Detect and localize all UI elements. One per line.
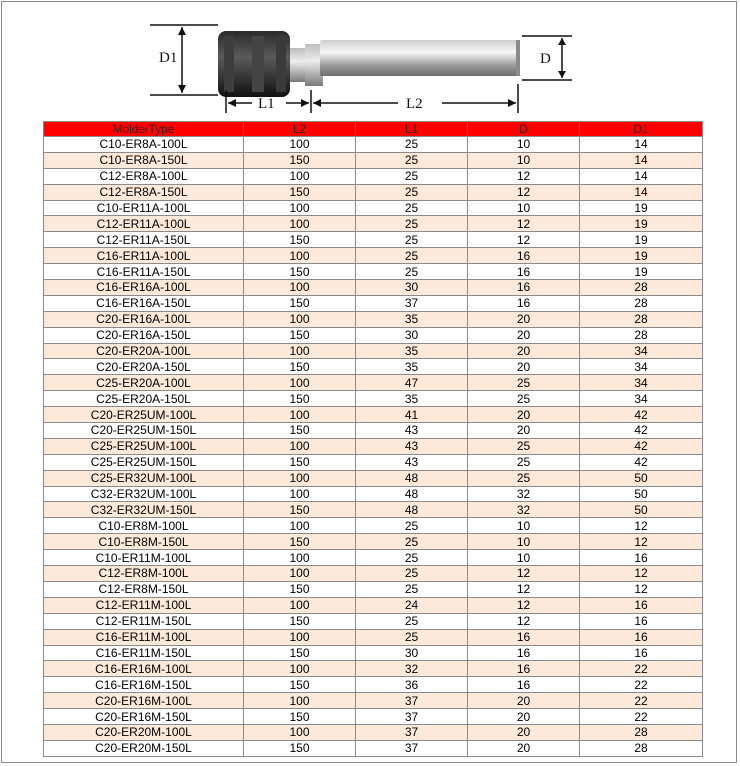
table-row [44, 200, 703, 216]
l1-cell: 25 [356, 200, 468, 216]
l1-cell: 36 [356, 677, 468, 693]
l2-cell: 150 [244, 295, 356, 311]
l2-cell: 100 [244, 216, 356, 232]
tool-holder-image [218, 31, 520, 97]
l1-cell: 25 [356, 566, 468, 582]
d1-cell: 16 [580, 550, 703, 566]
l1-cell: 30 [356, 280, 468, 296]
table-row [44, 343, 703, 359]
table-row [44, 486, 703, 502]
table-row [44, 566, 703, 582]
l2-cell: 100 [244, 248, 356, 264]
type-cell: C32-ER32UM-150L [44, 502, 244, 518]
l2-cell: 100 [244, 566, 356, 582]
table-row [44, 311, 703, 327]
l1-cell: 25 [356, 152, 468, 168]
l2-cell: 100 [244, 661, 356, 677]
type-cell: C16-ER16M-100L [44, 661, 244, 677]
d-cell: 10 [468, 137, 580, 153]
type-cell: C10-ER8M-150L [44, 534, 244, 550]
l2-cell: 150 [244, 645, 356, 661]
type-cell: C20-ER20M-100L [44, 724, 244, 740]
d-cell: 12 [468, 232, 580, 248]
d1-cell: 16 [580, 613, 703, 629]
l2-label: L2 [406, 96, 423, 112]
l2-cell: 100 [244, 470, 356, 486]
l1-cell: 37 [356, 740, 468, 756]
type-cell: C12-ER11M-100L [44, 597, 244, 613]
d1-cell: 34 [580, 375, 703, 391]
l1-cell: 43 [356, 423, 468, 439]
d1-cell: 28 [580, 311, 703, 327]
l1-cell: 48 [356, 502, 468, 518]
d1-cell: 28 [580, 740, 703, 756]
d-cell: 20 [468, 709, 580, 725]
d1-cell: 12 [580, 534, 703, 550]
d-cell: 16 [468, 280, 580, 296]
table-row [44, 407, 703, 423]
table-row [44, 168, 703, 184]
d-cell: 10 [468, 152, 580, 168]
type-cell: C10-ER11A-100L [44, 200, 244, 216]
type-cell: C16-ER16A-100L [44, 280, 244, 296]
d-cell: 10 [468, 550, 580, 566]
table-row [44, 423, 703, 439]
d1-cell: 50 [580, 470, 703, 486]
d1-cell: 16 [580, 645, 703, 661]
header-d1: D1 [580, 122, 703, 137]
type-cell: C12-ER11A-100L [44, 216, 244, 232]
table-row [44, 709, 703, 725]
l2-cell: 100 [244, 550, 356, 566]
table-row [44, 391, 703, 407]
type-cell: C10-ER11M-100L [44, 550, 244, 566]
type-cell: C20-ER25UM-100L [44, 407, 244, 423]
type-cell: C10-ER8M-100L [44, 518, 244, 534]
d-cell: 20 [468, 407, 580, 423]
d-cell: 16 [468, 248, 580, 264]
type-cell: C12-ER8A-100L [44, 168, 244, 184]
l1-cell: 25 [356, 534, 468, 550]
type-cell: C16-ER11M-150L [44, 645, 244, 661]
d-cell: 32 [468, 502, 580, 518]
d1-cell: 28 [580, 280, 703, 296]
header-l1: L1 [356, 122, 468, 137]
table-row [44, 470, 703, 486]
l1-cell: 25 [356, 184, 468, 200]
type-cell: C20-ER20A-100L [44, 343, 244, 359]
table-row [44, 216, 703, 232]
d1-cell: 34 [580, 391, 703, 407]
d-cell: 10 [468, 518, 580, 534]
table-row [44, 280, 703, 296]
d1-cell: 22 [580, 693, 703, 709]
d-cell: 12 [468, 216, 580, 232]
d1-cell: 14 [580, 152, 703, 168]
d-cell: 12 [468, 581, 580, 597]
l1-cell: 25 [356, 232, 468, 248]
d1-cell: 34 [580, 343, 703, 359]
type-cell: C20-ER16A-150L [44, 327, 244, 343]
l2-cell: 100 [244, 724, 356, 740]
d1-cell: 42 [580, 454, 703, 470]
table-row [44, 184, 703, 200]
d1-dimension [150, 25, 218, 95]
d1-cell: 14 [580, 168, 703, 184]
d-cell: 32 [468, 486, 580, 502]
d-cell: 16 [468, 295, 580, 311]
table-row [44, 375, 703, 391]
table-row [44, 629, 703, 645]
table-row [44, 502, 703, 518]
l2-cell: 150 [244, 454, 356, 470]
d1-cell: 14 [580, 184, 703, 200]
l2-cell: 100 [244, 311, 356, 327]
l2-cell: 150 [244, 391, 356, 407]
l1-cell: 25 [356, 248, 468, 264]
l2-cell: 100 [244, 375, 356, 391]
l2-cell: 150 [244, 423, 356, 439]
l1-cell: 48 [356, 470, 468, 486]
table-row [44, 645, 703, 661]
d1-cell: 19 [580, 200, 703, 216]
l2-cell: 150 [244, 709, 356, 725]
l2-cell: 150 [244, 232, 356, 248]
d-cell: 20 [468, 724, 580, 740]
l1-cell: 43 [356, 454, 468, 470]
l1-cell: 41 [356, 407, 468, 423]
type-cell: C25-ER25UM-150L [44, 454, 244, 470]
d1-cell: 28 [580, 327, 703, 343]
l2-cell: 100 [244, 518, 356, 534]
type-cell: C12-ER11M-150L [44, 613, 244, 629]
d-cell: 10 [468, 200, 580, 216]
d-cell: 12 [468, 184, 580, 200]
d1-cell: 34 [580, 359, 703, 375]
d-cell: 20 [468, 740, 580, 756]
l1-cell: 35 [356, 343, 468, 359]
type-cell: C25-ER25UM-100L [44, 438, 244, 454]
d-cell: 16 [468, 677, 580, 693]
d1-cell: 16 [580, 629, 703, 645]
table-row [44, 534, 703, 550]
type-cell: C10-ER8A-100L [44, 137, 244, 153]
l2-cell: 150 [244, 740, 356, 756]
table-row [44, 264, 703, 280]
d1-cell: 19 [580, 248, 703, 264]
table-row [44, 518, 703, 534]
type-cell: C32-ER32UM-100L [44, 486, 244, 502]
d-cell: 20 [468, 423, 580, 439]
l1-cell: 25 [356, 613, 468, 629]
d1-cell: 22 [580, 709, 703, 725]
d-cell: 25 [468, 438, 580, 454]
type-cell: C12-ER8A-150L [44, 184, 244, 200]
d-cell: 25 [468, 454, 580, 470]
table-row [44, 661, 703, 677]
l1-cell: 25 [356, 137, 468, 153]
l2-cell: 100 [244, 200, 356, 216]
table-row [44, 613, 703, 629]
l2-cell: 150 [244, 581, 356, 597]
d-dimension [522, 36, 572, 80]
type-cell: C20-ER16M-150L [44, 709, 244, 725]
d-cell: 12 [468, 613, 580, 629]
d1-cell: 19 [580, 264, 703, 280]
type-cell: C16-ER16A-150L [44, 295, 244, 311]
l1-cell: 25 [356, 216, 468, 232]
l2-cell: 150 [244, 264, 356, 280]
type-cell: C20-ER20M-150L [44, 740, 244, 756]
l2-cell: 100 [244, 343, 356, 359]
d-label: D [540, 51, 551, 67]
d1-cell: 12 [580, 566, 703, 582]
l2-cell: 100 [244, 629, 356, 645]
table-row [44, 232, 703, 248]
l1-cell: 25 [356, 518, 468, 534]
table-row [44, 454, 703, 470]
d1-cell: 22 [580, 661, 703, 677]
l1-cell: 35 [356, 311, 468, 327]
spec-table [43, 121, 703, 757]
type-cell: C16-ER11A-100L [44, 248, 244, 264]
l2-cell: 150 [244, 327, 356, 343]
header-d: D [468, 122, 580, 137]
l1-cell: 25 [356, 168, 468, 184]
l1-cell: 25 [356, 550, 468, 566]
d-cell: 10 [468, 534, 580, 550]
table-row [44, 152, 703, 168]
l2-cell: 100 [244, 407, 356, 423]
l2-cell: 150 [244, 152, 356, 168]
l1-cell: 30 [356, 645, 468, 661]
l1-label: L1 [258, 96, 275, 112]
d-cell: 16 [468, 645, 580, 661]
table-row [44, 137, 703, 153]
d-cell: 20 [468, 327, 580, 343]
l2-cell: 150 [244, 534, 356, 550]
d1-cell: 28 [580, 724, 703, 740]
d-cell: 25 [468, 375, 580, 391]
table-row [44, 677, 703, 693]
type-cell: C12-ER8M-100L [44, 566, 244, 582]
table-row [44, 438, 703, 454]
type-cell: C12-ER8M-150L [44, 581, 244, 597]
d1-cell: 22 [580, 677, 703, 693]
d1-cell: 42 [580, 438, 703, 454]
l1-cell: 25 [356, 629, 468, 645]
type-cell: C12-ER11A-150L [44, 232, 244, 248]
type-cell: C20-ER20A-150L [44, 359, 244, 375]
table-row [44, 597, 703, 613]
type-cell: C16-ER11M-100L [44, 629, 244, 645]
d1-cell: 12 [580, 518, 703, 534]
d1-cell: 19 [580, 232, 703, 248]
l1-cell: 37 [356, 709, 468, 725]
header-l2: L2 [244, 122, 356, 137]
l2-cell: 150 [244, 502, 356, 518]
type-cell: C16-ER16M-150L [44, 677, 244, 693]
table-row [44, 295, 703, 311]
d-cell: 20 [468, 359, 580, 375]
l2-cell: 150 [244, 184, 356, 200]
l1-cell: 32 [356, 661, 468, 677]
d1-cell: 42 [580, 423, 703, 439]
type-cell: C16-ER11A-150L [44, 264, 244, 280]
d-cell: 20 [468, 311, 580, 327]
type-cell: C20-ER16A-100L [44, 311, 244, 327]
d-cell: 12 [468, 168, 580, 184]
table-header-row [44, 122, 703, 137]
d1-cell: 50 [580, 502, 703, 518]
l1-cell: 48 [356, 486, 468, 502]
l1-cell: 35 [356, 359, 468, 375]
l1-cell: 37 [356, 295, 468, 311]
l2-cell: 150 [244, 677, 356, 693]
d1-label: D1 [159, 50, 178, 66]
d-cell: 16 [468, 264, 580, 280]
d-cell: 12 [468, 597, 580, 613]
l1-cell: 47 [356, 375, 468, 391]
d-cell: 16 [468, 629, 580, 645]
type-cell: C25-ER20A-100L [44, 375, 244, 391]
type-cell: C20-ER25UM-150L [44, 423, 244, 439]
l2-cell: 100 [244, 693, 356, 709]
d-cell: 12 [468, 566, 580, 582]
d-cell: 25 [468, 391, 580, 407]
table-row [44, 740, 703, 756]
l2-cell: 100 [244, 438, 356, 454]
l2-cell: 150 [244, 359, 356, 375]
l2-cell: 100 [244, 597, 356, 613]
l1-cell: 30 [356, 327, 468, 343]
l1-cell: 43 [356, 438, 468, 454]
d-cell: 25 [468, 470, 580, 486]
l2-cell: 100 [244, 486, 356, 502]
type-cell: C10-ER8A-150L [44, 152, 244, 168]
table-row [44, 359, 703, 375]
d-cell: 20 [468, 693, 580, 709]
l1-cell: 24 [356, 597, 468, 613]
table-row [44, 248, 703, 264]
type-cell: C25-ER20A-150L [44, 391, 244, 407]
table-body [44, 137, 703, 757]
table-row [44, 581, 703, 597]
l1-cell: 25 [356, 264, 468, 280]
type-cell: C25-ER32UM-100L [44, 470, 244, 486]
d1-cell: 50 [580, 486, 703, 502]
d1-cell: 12 [580, 581, 703, 597]
l2-cell: 100 [244, 137, 356, 153]
header-type: Molde/Type [44, 122, 244, 137]
d1-cell: 19 [580, 216, 703, 232]
table-row [44, 693, 703, 709]
type-cell: C20-ER16M-100L [44, 693, 244, 709]
tool-holder-diagram [0, 0, 740, 120]
table-row [44, 550, 703, 566]
l2-cell: 100 [244, 168, 356, 184]
l2-cell: 150 [244, 613, 356, 629]
d1-cell: 28 [580, 295, 703, 311]
l1-cell: 37 [356, 724, 468, 740]
d1-cell: 16 [580, 597, 703, 613]
table-row [44, 724, 703, 740]
d1-cell: 14 [580, 137, 703, 153]
l2-cell: 100 [244, 280, 356, 296]
d-cell: 16 [468, 661, 580, 677]
l1-cell: 37 [356, 693, 468, 709]
l1-cell: 25 [356, 581, 468, 597]
d1-cell: 42 [580, 407, 703, 423]
table-row [44, 327, 703, 343]
l1-cell: 35 [356, 391, 468, 407]
d-cell: 20 [468, 343, 580, 359]
